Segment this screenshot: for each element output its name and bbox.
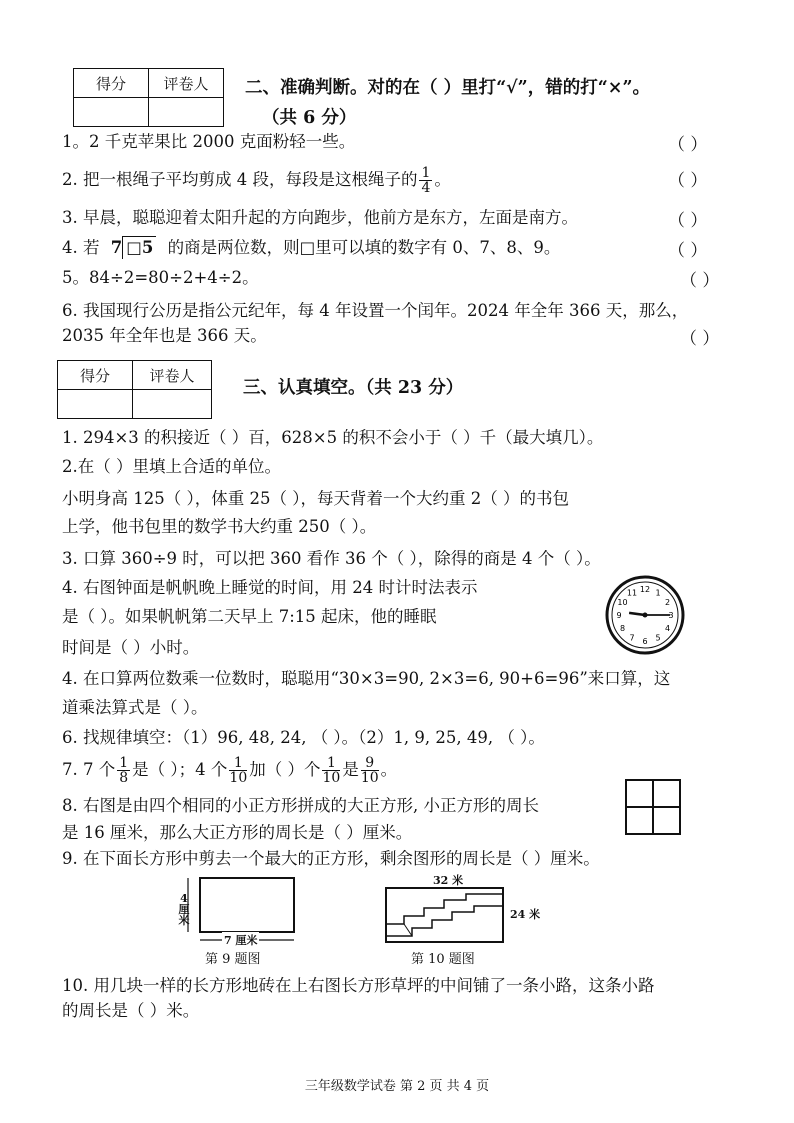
fill-q4-line-a: 4. 右图钟面是帆帆晚上睡觉的时间，用 24 时计时法表示: [62, 578, 478, 597]
clock-number: 2: [664, 598, 671, 607]
long-division-divisor: 7: [110, 238, 123, 257]
section2-title: 二、准确判断。对的在（ ）里打“√”，错的打“×”。: [245, 78, 651, 98]
fill-q2-head: 2.在（ ）里填上合适的单位。: [62, 457, 281, 476]
clock-number: 8: [619, 624, 626, 633]
figure9-caption: 第 9 题图: [205, 952, 261, 967]
fill-q8-line-a: 8. 右图是由四个相同的小正方形拼成的大正方形, 小正方形的周长: [62, 796, 539, 815]
figure10-lawn-path: [382, 884, 507, 946]
clock-number: 7: [629, 633, 635, 643]
fill-q4-line-b: 是（ ）。如果帆帆第二天早上 7:15 起床，他的睡眠: [62, 607, 437, 626]
fraction-one-quarter: $\frac{1}{4}$: [421, 165, 431, 196]
score-cell[interactable]: [58, 390, 133, 419]
page-footer: 三年级数学试卷 第 2 页 共 4 页: [304, 1079, 490, 1094]
clock-number: 4: [664, 624, 671, 633]
fill-q2-line-a: 小明身高 125（ ），体重 25（ ），每天背着一个大约重 2（ ）的书包: [62, 489, 569, 508]
grader-label: 评卷人: [133, 361, 212, 390]
answer-paren-6[interactable]: （ ）: [680, 329, 720, 349]
fill-q5-line-a: 4. 在口算两位数乘一位数时，聪聪用“30×3=90, 2×3=6, 90+6=96”来口算，这: [62, 669, 671, 688]
answer-paren-1[interactable]: （ ）: [668, 135, 708, 155]
judge-item-1: 1。2 千克苹果比 2000 克面粉轻一些。: [62, 132, 356, 151]
fill-q1: 1. 294×3 的积接近（ ）百，628×5 的积不会小于（ ）千（最大填几）。: [62, 428, 604, 447]
section2-points: （共 6 分）: [262, 108, 357, 128]
clock-number: 12: [639, 585, 651, 594]
answer-paren-3[interactable]: （ ）: [668, 211, 708, 231]
score-label: 得分: [58, 361, 133, 390]
score-label: 得分: [74, 69, 149, 98]
fraction-one-tenth-b: $\frac{1}{10}$: [322, 755, 341, 786]
figure10-side-label: 24 米: [510, 908, 541, 921]
four-squares-figure: [624, 778, 682, 836]
fill-q5-line-b: 道乘法算式是（ ）。: [62, 698, 208, 717]
fraction-one-eighth: $\frac{1}{8}$: [119, 755, 129, 786]
long-division-dividend: □5: [122, 236, 156, 259]
clock-number: 10: [617, 598, 628, 607]
section3-title: 三、认真填空。（共 23 分）: [243, 378, 464, 398]
fraction-one-tenth: $\frac{1}{10}$: [229, 755, 248, 786]
fill-q10-line-b: 的周长是（ ）米。: [62, 1001, 200, 1020]
fill-q2-line-b: 上学，他书包里的数学书大约重 250（ ）。: [62, 517, 377, 536]
fill-q10-line-a: 10. 用几块一样的长方形地砖在上右图长方形草坪的中间铺了一条小路，这条小路: [62, 976, 655, 995]
judge-item-2: 2. 把一根绳子平均剪成 4 段，每段是这根绳子的 $\frac{1}{4}$ 。: [62, 165, 451, 196]
fraction-nine-tenths: $\frac{9}{10}$: [360, 755, 379, 786]
judge-item-5: 5。84÷2=80÷2+4÷2。: [62, 268, 259, 287]
fill-q7: 7. 7 个 $\frac{1}{8}$ 是（ ）；4 个 $\frac{1}{10}$ 加（ ）个 $\frac{1}{10}$ 是 $\frac{9}{10}$ 。: [62, 755, 398, 786]
clock-number: 6: [642, 637, 648, 646]
judge-item-4: 4. 若 7 □5 的商是两位数，则□里可以填的数字有 0、7、8、9。: [62, 238, 561, 257]
grader-cell[interactable]: [133, 390, 212, 419]
figure10-caption: 第 10 题图: [411, 952, 475, 967]
score-cell[interactable]: [74, 98, 149, 127]
clock-number: 11: [626, 588, 638, 598]
answer-paren-2[interactable]: （ ）: [668, 171, 708, 191]
answer-paren-5[interactable]: （ ）: [680, 271, 720, 291]
clock-number: 1: [655, 588, 661, 598]
fill-q9: 9. 在下面长方形中剪去一个最大的正方形，剩余图形的周长是（ ）厘米。: [62, 849, 600, 868]
figure9-width-label: 7 厘米: [224, 934, 258, 947]
answer-paren-4[interactable]: （ ）: [668, 241, 708, 261]
fill-q8-line-b: 是 16 厘米，那么大正方形的周长是（ ）厘米。: [62, 823, 413, 842]
fill-q6: 6. 找规律填空：（1）96, 48, 24, （ ）。（2）1, 9, 25, 49, （ ）。: [62, 728, 545, 747]
figure9-height-label: 4厘米: [178, 892, 190, 927]
judge-item-2-text: 2. 把一根绳子平均剪成 4 段，每段是这根绳子的: [62, 170, 418, 189]
score-table-section3: [57, 360, 212, 419]
clock-number: 9: [616, 611, 622, 620]
fill-q3: 3. 口算 360÷9 时，可以把 360 看作 36 个（ ），除得的商是 4 个（ ）。: [62, 549, 601, 568]
judge-item-6-cont: 2035 年全年也是 366 天。: [62, 326, 267, 345]
figure10-top-label: 32 米: [433, 874, 464, 887]
judge-item-3: 3. 早晨，聪聪迎着太阳升起的方向跑步，他前方是东方，左面是南方。: [62, 208, 578, 227]
clock-face: [604, 574, 686, 656]
fill-q4-line-c: 时间是（ ）小时。: [62, 638, 200, 657]
grader-label: 评卷人: [149, 69, 224, 98]
grader-cell[interactable]: [149, 98, 224, 127]
clock-number: 3: [668, 611, 674, 620]
judge-item-6: 6. 我国现行公历是指公元纪年，每 4 年设置一个闰年。2024 年全年 366 天，那么，: [62, 301, 689, 320]
score-table-section2: [73, 68, 224, 127]
clock-number: 5: [655, 633, 661, 643]
